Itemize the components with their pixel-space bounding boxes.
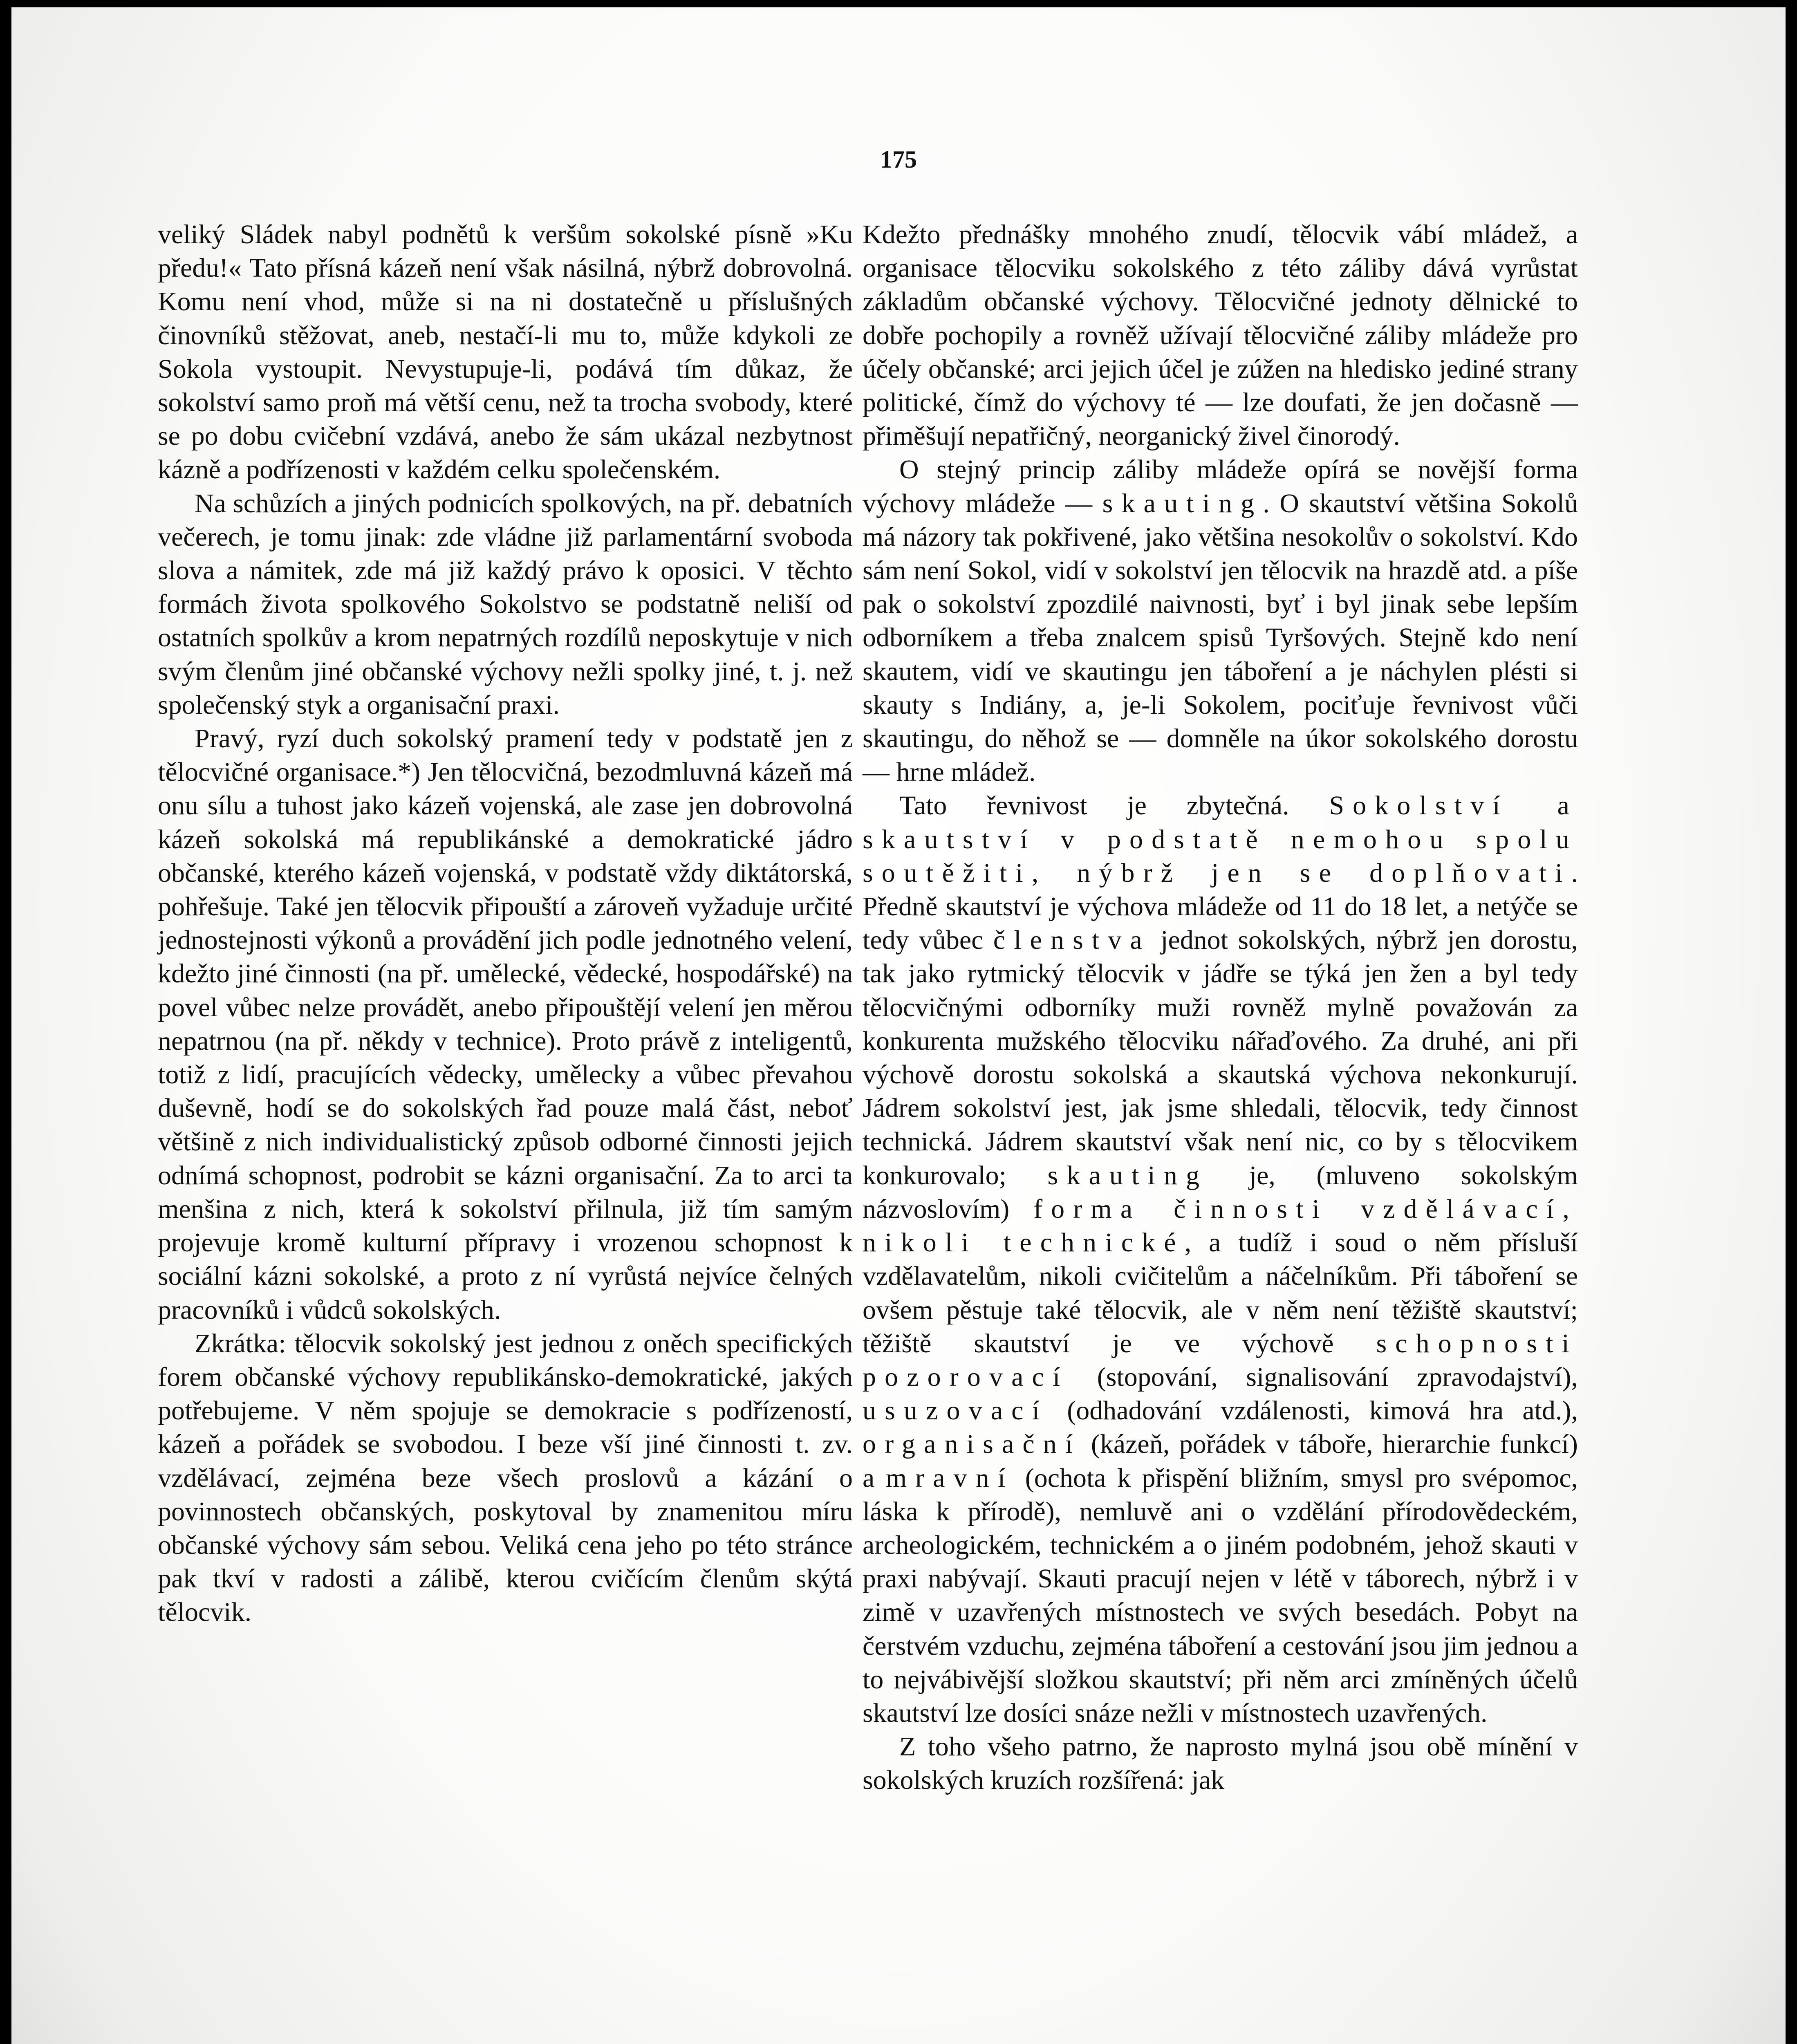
paragraph: Kdežto přednášky mnohého znudí, tělocvik vábí mládež, a organisace tělocviku sokolského z této záliby dává vyrůstat základům občanské výchovy. Tělocvičné jednoty dělnické to dobře pochopily a rovněž užívají tělocvičné záliby mládeže pro účely občanské; arci jejich účel je zúžen na hledisko jediné strany politické, čímž do výchovy té — lze doufati, že jen dočasně — přiměšují nepatřičný, neorganický živel činorodý. xyxy=(863,220,1578,451)
text-run: (kázeň, pořádek v táboře, hierarchie funkcí) a xyxy=(863,1429,1578,1493)
right-column xyxy=(863,218,1578,1797)
text-run: . Předně skautství je výchova mládeže od 11 do 18 let, a netýče se tedy vůbec xyxy=(863,858,1578,955)
emphasis: Sokolství a skautství v podstatě nemohou spolu soutěžiti, nýbrž jen se doplňovati xyxy=(863,791,1578,888)
text-run: (odhadování vzdálenosti, kimová hra atd.), xyxy=(1048,1396,1578,1426)
emphasis: členstva xyxy=(993,925,1151,955)
paragraph: Na schůzích a jiných podnicích spolkových, na př. debatních večerech, je tomu jinak: zde vládne již parlamentární svoboda slova a námitek, zde má již každý právo k oposici. V těchto formách života spolkového Sokolstvo se podstatně neliší od ostatních spolkův a krom nepatrných rozdílů neposkytuje v nich svým členům jiné občanské výchovy nežli spolky jiné, t. j. než společenský styk a organisační praxi. xyxy=(158,488,853,720)
left-column xyxy=(158,218,853,1629)
page-number: 175 xyxy=(880,146,917,173)
emphasis: mravní xyxy=(885,1463,1014,1493)
emphasis: forma činnosti vzdělávací, nikoli technické xyxy=(863,1194,1578,1258)
paragraph: Pravý, ryzí duch sokolský pramení tedy v podstatě jen z tělocvičné organisace.*) Jen tělocvičná, bezodmluvná kázeň má onu sílu a tuhost jako kázeň vojenská, ale zase jen dobrovolná kázeň sokolská má republikánské a demokratické jádro občanské, kterého kázeň vojenská, v podstatě vždy diktátorská, pohřešuje. Také jen tělocvik připouští a zároveň vyžaduje určité jednostejnosti výkonů a provádění jich podle jednotného velení, kdežto jiné činnosti (na př. umělecké, vědecké, hospodářské) na povel vůbec nelze provádět, anebo připouštějí velení jen měrou nepatrnou (na př. někdy v technice). Proto právě z inteligentů, totiž z lidí, pracujících vědecky, umělecky a vůbec převahou duševně, hodí se do sokolských řad pouze malá část, neboť většině z nich individualistický způsob odborné činnosti jejich odnímá schopnost, podrobit se kázni organisační. Za to arci ta menšina z nich, která k sokolství přilnula, již tím samým projevuje kromě kulturní přípravy i vrozenou schopnost k sociální kázni sokolské, a proto z ní vyrůstá nejvíce čelných pracovníků i vůdců sokolských. xyxy=(158,724,853,1325)
emphasis: skauting xyxy=(1102,488,1263,518)
text-run: . O skautství většina Sokolů má názory tak pokřivené, jako většina nesokolův o sokolství. Kdo sám není Sokol, vidí v sokolství jen tělocvik na hrazdě atd. a píše pak o sokolství zpozdilé naivnosti, byť i byl jinak sebe lepším odborníkem a třeba znalcem spisů Tyršových. Stejně kdo není skautem, vidí ve skautingu jen táboření a je náchylen plésti si skauty s Indiány, a, je-li Sokolem, pociťuje řevnivost vůči skautingu, do něhož se — domněle na úkor sokolského dorostu — hrne mládež. xyxy=(863,488,1578,787)
text-run: je, (mluveno sokolským názvoslovím) xyxy=(863,1160,1578,1224)
paragraph: Zkrátka: tělocvik sokolský jest jednou z oněch specifických forem občanské výchovy republikánsko-demokratické, jakých potřebujeme. V něm spojuje se demokracie s podřízeností, kázeň a pořádek se svobodou. I beze vší jiné činnosti t. zv. vzdělávací, zejména beze všech proslovů a kázání o povinnostech občanských, poskytoval by znamenitou míru občanské výchovy sám sebou. Veliká cena jeho po této stránce pak tkví v radosti a zálibě, kterou cvičícím členům skýtá tělocvik. xyxy=(158,1328,853,1627)
text-run: Tato řevnivost je zbytečná. xyxy=(899,791,1329,821)
text-run: (stopování, signalisování zpravodajství), xyxy=(1069,1362,1578,1392)
emphasis: usuzovací xyxy=(863,1396,1048,1426)
emphasis: organisační xyxy=(863,1429,1082,1459)
text-run: (ochota k přispění bližním, smysl pro svépomoc, láska k přírodě), nemluvě ani o vzdělání přírodovědeckém, archeologickém, technickém a o jiném podobném, jehož skauti v praxi nabývají. Skauti pracují nejen v létě v táborech, nýbrž i v zimě v uzavřených místnostech ve svých besedách. Pobyt na čerstvém vzduchu, zejména táboření a cestování jsou jim jednou a to nejvábivější složkou skautství; při něm arci zmíněných účelů skautství lze dosíci snáze nežli v místnostech uzavřených. xyxy=(863,1463,1578,1728)
emphasis: schopnosti pozorovací xyxy=(863,1328,1578,1392)
page-sheet xyxy=(11,7,1786,2044)
paragraph: veliký Sládek nabyl podnětů k veršům sokolské písně »Ku předu!« Tato přísná kázeň není však násilná, nýbrž dobrovolná. Komu není vhod, může si na ni dostatečně u příslušných činovníků stěžovat, aneb, nestačí-li mu to, může kdykoli ze Sokola vystoupit. Nevystupuje-li, podává tím důkaz, že sokolství samo proň má větší cenu, než ta trocha svobody, které se po dobu cvičební vzdává, anebo že sám ukázal nezbytnost kázně a podřízenosti v každém celku společenském. xyxy=(158,220,853,485)
paragraph xyxy=(863,789,1578,1730)
paragraph: Z toho všeho patrno, že naprosto mylná jsou obě mínění v sokolských kruzích rozšířená: jak xyxy=(863,1732,1578,1795)
text-run: , a tudíž i soud o něm přísluší vzdělavatelům, nikoli cvičitelům a náčelníkům. Při táboření se ovšem pěstuje také tělocvik, ale v něm není těžiště skautství; těžiště skautství je ve výchově xyxy=(863,1228,1578,1358)
paragraph xyxy=(863,453,1578,789)
text-run: O stejný princip záliby mládeže opírá se novější forma výchovy mládeže — xyxy=(863,455,1578,518)
emphasis: skauting xyxy=(1047,1160,1208,1190)
text-run: jednot sokolských, nýbrž jen dorostu, tak jako rytmický tělocvik v jádře se týká jen žen a byl tedy tělocvičnými odborníky muži rovněž mylně považován za konkurenta mužského tělocviku nářaďového. Za druhé, ani při výchově dorostu sokolská a skautská výchova nekonkurují. Jádrem sokolství jest, jak jsme shledali, tělocvik, tedy činnost technická. Jádrem skautství však není nic, co by s tělocvikem konkurovalo; xyxy=(863,925,1578,1190)
